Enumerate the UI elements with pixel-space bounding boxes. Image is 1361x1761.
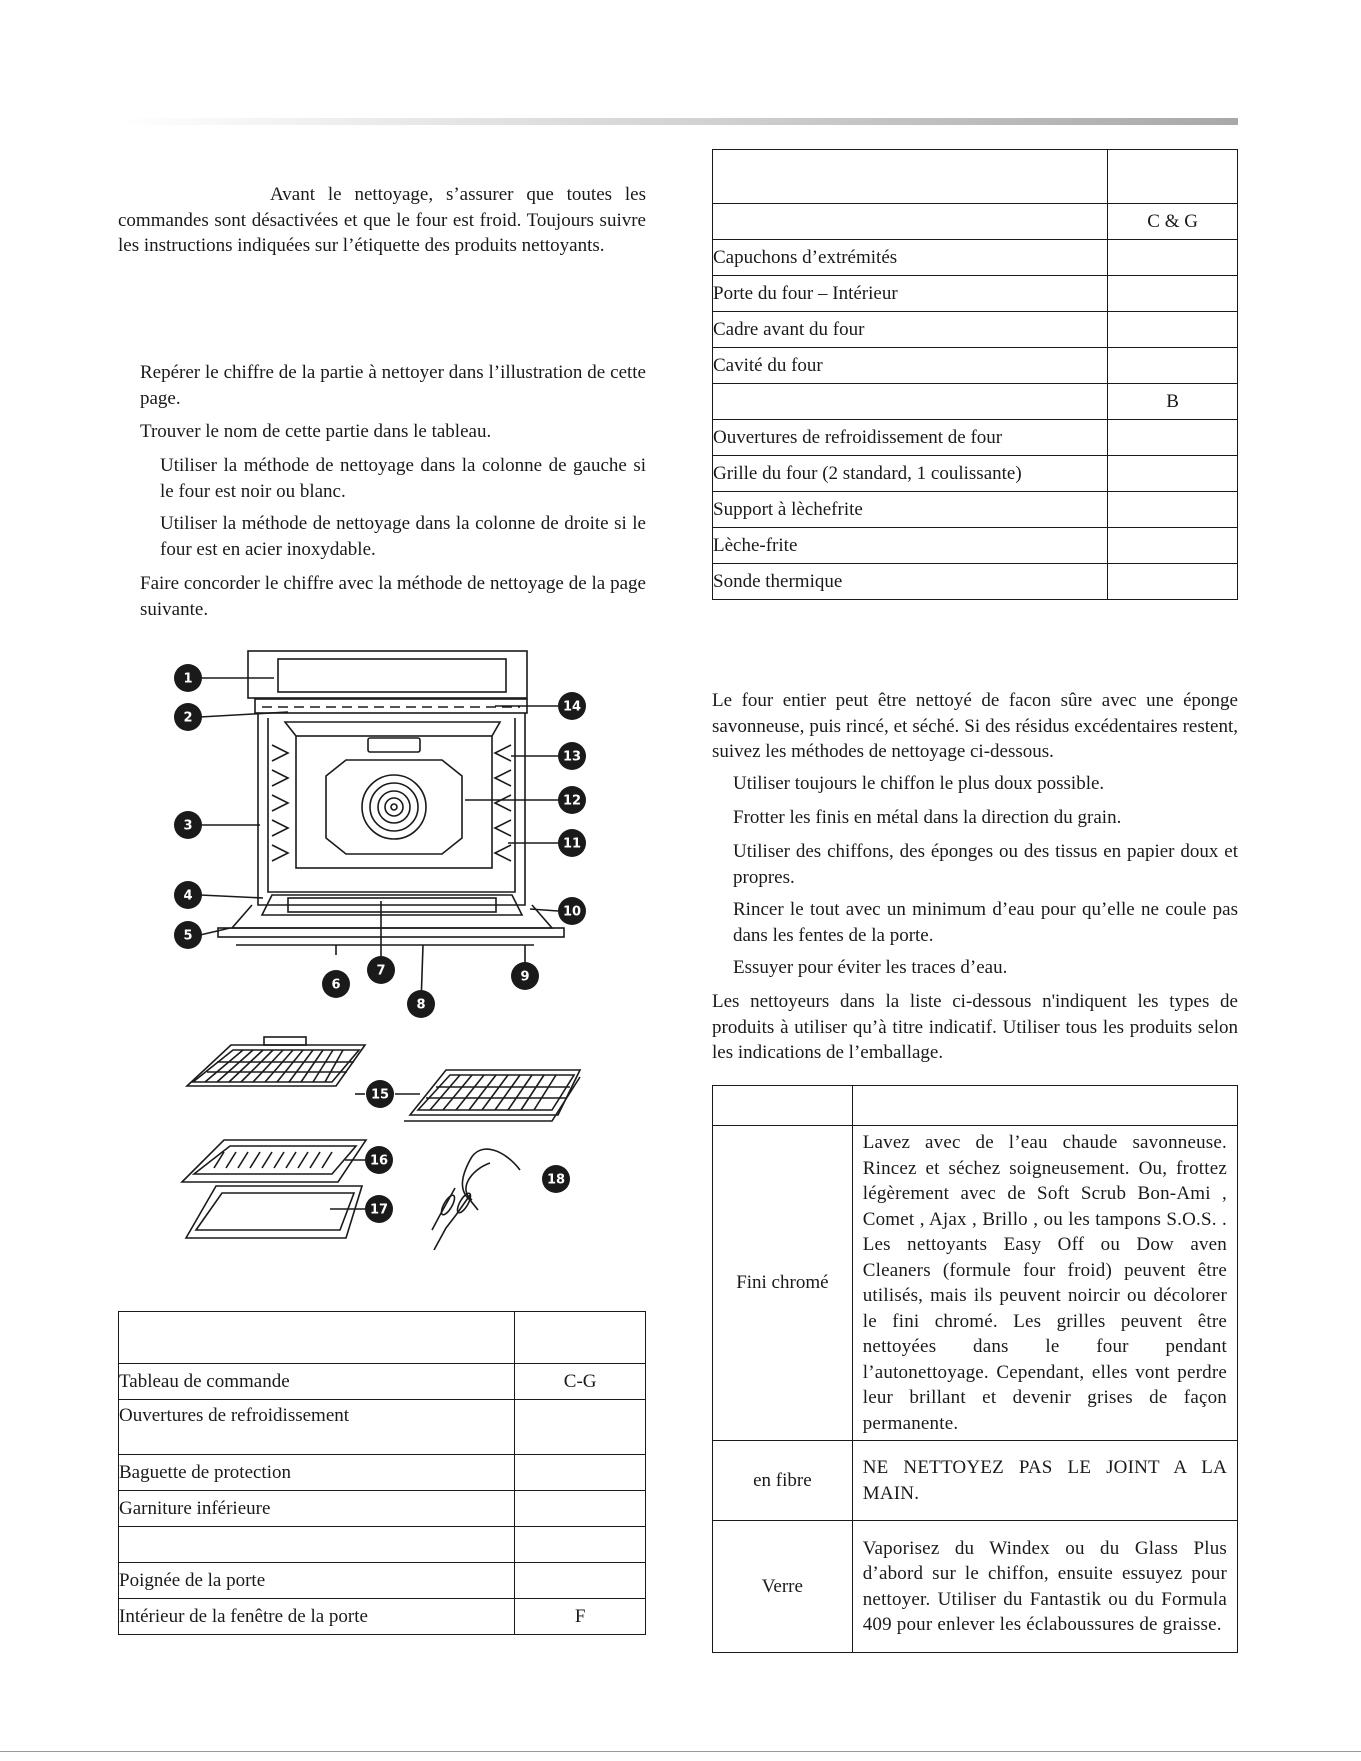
table-row (713, 492, 1238, 528)
table-row (713, 564, 1238, 600)
part-name (713, 204, 1108, 240)
part-method: F (515, 1599, 646, 1635)
table-row (713, 1126, 1238, 1441)
callout-17-label: 17 (369, 1202, 389, 1218)
callout-10-label: 10 (562, 904, 582, 920)
tip-5: Essuyer pour éviter les traces d’eau. (733, 957, 1008, 978)
table-row (119, 1400, 646, 1455)
step-4: Utiliser la méthode de nettoyage dans la colonne de droite si le four est en acier inoxydable. (160, 513, 646, 560)
tip-2: Frotter les finis en métal dans la direction du grain. (733, 807, 1122, 828)
callout-7-label: 7 (376, 963, 386, 979)
header-rule (118, 118, 1238, 125)
method-cell: Lavez avec de l’eau chaude savonneuse. Rincez et séchez soigneusement. Ou, frottez légèrement avec de Soft Scrub Bon-Ami , Comet , Ajax , Brillo , ou les tampons S.O.S. . Les nettoyants Easy Off ou Dow aven Cleaners (formule four froid) peuvent être utilisés, mais ils peuvent noircir ou décolorer le fini chromé. Les grilles peuvent être nettoyées dans le four pendant l’autonettoyage. Cependant, elles vont perdre leur brillant et devenir grises de façon permanente. (852, 1126, 1237, 1441)
part-method: C-G (515, 1364, 646, 1400)
callout-18-label: 18 (546, 1172, 566, 1188)
callout-14-label: 14 (562, 699, 582, 715)
part-method (515, 1527, 646, 1563)
method-cell: NE NETTOYEZ PAS LE JOINT A LA MAIN. (852, 1441, 1237, 1521)
part-method: C & G (1108, 204, 1238, 240)
part-method (1108, 456, 1238, 492)
part-method (1108, 492, 1238, 528)
part-name: Poignée de la porte (119, 1563, 515, 1599)
part-method (1108, 564, 1238, 600)
callout-3-label: 3 (183, 818, 193, 834)
table-row (713, 312, 1238, 348)
table-row (713, 1521, 1238, 1653)
part-method: B (1108, 384, 1238, 420)
cleaners-note: Les nettoyeurs dans la liste ci-dessous n'indiquent les types de produits à utiliser qu’à titre indicatif. Utiliser tous les produits selon les indications de l’emballage. (712, 991, 1238, 1063)
table-row (119, 1312, 646, 1364)
table-row (119, 1455, 646, 1491)
callout-5-label: 5 (183, 928, 193, 944)
table-row (713, 276, 1238, 312)
part-method (515, 1563, 646, 1599)
callout-15-label: 15 (370, 1087, 390, 1103)
cleaning-methods-table (712, 1085, 1238, 1653)
intro-paragraph: Avant le nettoyage, s’assurer que toutes les commandes sont désactivées et que le four est froid. Toujours suivre les instructions indiquées sur l’étiquette des produits nettoyants. (118, 184, 646, 256)
material-cell: en fibre (713, 1441, 853, 1521)
part-method (1108, 348, 1238, 384)
part-method (515, 1491, 646, 1527)
table-row (713, 240, 1238, 276)
material-cell: Verre (713, 1521, 853, 1653)
part-name: Sonde thermique (713, 564, 1108, 600)
method-cell (852, 1086, 1237, 1126)
part-method (515, 1400, 646, 1455)
part-name: Lèche-frite (713, 528, 1108, 564)
method-cell: Vaporisez du Windex ou du Glass Plus d’abord sur le chiffon, ensuite essuyez pour nettoyer. Utiliser du Fantastik ou du Formula 409 pour enlever les éclaboussures de graisse. (852, 1521, 1237, 1653)
part-method (1108, 276, 1238, 312)
callout-12-label: 12 (562, 793, 582, 809)
callout-1-label: 1 (183, 671, 193, 687)
part-method (1108, 528, 1238, 564)
tip-1: Utiliser toujours le chiffon le plus doux possible. (733, 773, 1105, 794)
part-name: Capuchons d’extrémités (713, 240, 1108, 276)
part-name (119, 1527, 515, 1563)
material-cell: Fini chromé (713, 1126, 853, 1441)
table-row (713, 1086, 1238, 1126)
part-name: Support à lèchefrite (713, 492, 1108, 528)
part-name: Ouvertures de refroidissement (119, 1400, 515, 1455)
table-row (119, 1563, 646, 1599)
callout-2-label: 2 (183, 710, 193, 726)
part-name: Ouvertures de refroidissement de four (713, 420, 1108, 456)
callout-13-label: 13 (562, 749, 582, 765)
part-method (1108, 240, 1238, 276)
parts-table-right (712, 149, 1238, 600)
table-row (713, 456, 1238, 492)
part-method (515, 1455, 646, 1491)
table-row (713, 150, 1238, 204)
table-row (119, 1527, 646, 1563)
step-3: Utiliser la méthode de nettoyage dans la colonne de gauche si le four est noir ou blanc. (160, 455, 646, 502)
callout-8-label: 8 (416, 997, 426, 1013)
table-row (713, 1441, 1238, 1521)
step-2: Trouver le nom de cette partie dans le tableau. (140, 421, 492, 442)
part-method (515, 1312, 646, 1364)
part-name (119, 1312, 515, 1364)
material-cell (713, 1086, 853, 1126)
general-paragraph: Le four entier peut être nettoyé de facon sûre avec une éponge savonneuse, puis rincé, et séché. Si des résidus excédentaires restent, suivez les méthodes de nettoyage ci-dessous. (712, 690, 1238, 762)
callout-6-label: 6 (331, 977, 341, 993)
table-row (713, 420, 1238, 456)
table-row (713, 384, 1238, 420)
callout-4-label: 4 (183, 888, 193, 904)
callout-9-label: 9 (520, 969, 530, 985)
part-name: Baguette de protection (119, 1455, 515, 1491)
parts-table-left (118, 1311, 646, 1635)
part-name: Cadre avant du four (713, 312, 1108, 348)
callout-11-label: 11 (562, 836, 582, 852)
part-method (1108, 312, 1238, 348)
table-row (119, 1364, 646, 1400)
step-1: Repérer le chiffre de la partie à nettoyer dans l’illustration de cette page. (140, 362, 646, 409)
oven-illustration (170, 640, 630, 1250)
table-row (119, 1491, 646, 1527)
part-method (1108, 150, 1238, 204)
step-5: Faire concorder le chiffre avec la méthode de nettoyage de la page suivante. (140, 573, 646, 620)
part-name (713, 384, 1108, 420)
footer-rule (0, 1751, 1361, 1752)
part-name: Cavité du four (713, 348, 1108, 384)
part-name (713, 150, 1108, 204)
part-name: Intérieur de la fenêtre de la porte (119, 1599, 515, 1635)
part-method (1108, 420, 1238, 456)
part-name: Grille du four (2 standard, 1 coulissante) (713, 456, 1108, 492)
table-row (119, 1599, 646, 1635)
part-name: Porte du four – Intérieur (713, 276, 1108, 312)
part-name: Garniture inférieure (119, 1491, 515, 1527)
table-row (713, 204, 1238, 240)
tip-4: Rincer le tout avec un minimum d’eau pour qu’elle ne coule pas dans les fentes de la porte. (733, 899, 1238, 946)
callout-16-label: 16 (369, 1153, 389, 1169)
table-row (713, 348, 1238, 384)
part-name: Tableau de commande (119, 1364, 515, 1400)
tip-3: Utiliser des chiffons, des éponges ou des tissus en papier doux et propres. (733, 841, 1238, 888)
table-row (713, 528, 1238, 564)
